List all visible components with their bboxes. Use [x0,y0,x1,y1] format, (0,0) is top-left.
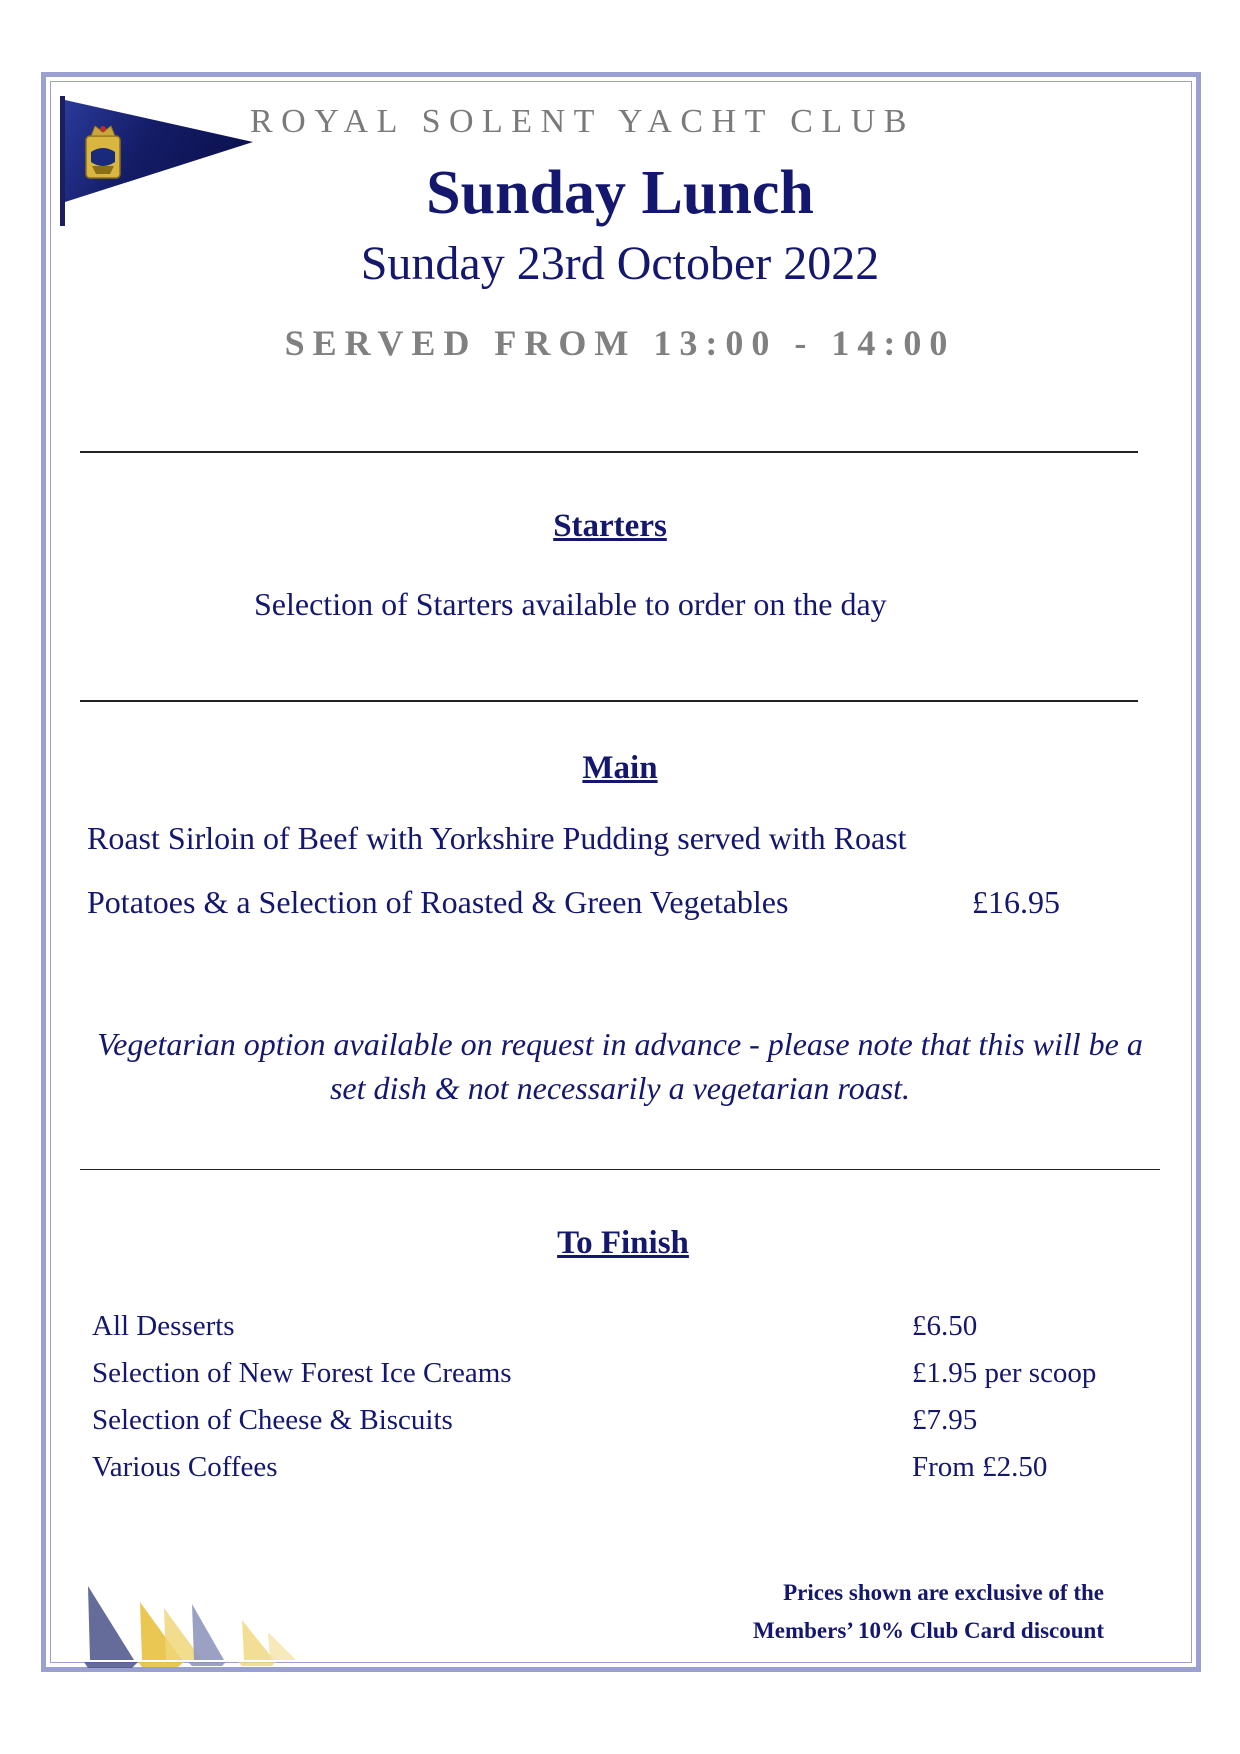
club-name: ROYAL SOLENT YACHT CLUB [250,103,915,140]
finish-item: Various Coffees [92,1451,278,1483]
price-footnote-line-1: Prices shown are exclusive of the [783,1580,1104,1605]
main-heading: Main [582,750,658,786]
vegetarian-note: Vegetarian option available on request in advance - please note that this will be a set dish & not necessarily a vegetarian roast. [97,1026,1143,1106]
starters-text: Selection of Starters available to order on the day [254,586,887,622]
main-dish-line-1: Roast Sirloin of Beef with Yorkshire Pudding served with Roast [87,820,907,856]
finish-price: £1.95 per scoop [912,1357,1097,1389]
event-date: Sunday 23rd October 2022 [360,237,880,290]
divider [80,451,1138,453]
serving-times: SERVED FROM 13:00 - 14:00 [284,323,956,363]
main-dish-line-2: Potatoes & a Selection of Roasted & Green Vegetables [87,884,789,920]
main-dish-price: £16.95 [972,884,1060,920]
finish-price: £6.50 [912,1310,978,1342]
finish-item: All Desserts [92,1310,235,1342]
price-footnote-line-2: Members’ 10% Club Card discount [753,1618,1104,1643]
divider [80,1169,1160,1170]
sailing-boats-icon [82,1582,302,1672]
finish-item: Selection of Cheese & Biscuits [92,1404,453,1436]
divider [80,700,1138,702]
finish-price: From £2.50 [912,1451,1048,1483]
page-title: Sunday Lunch [426,159,814,227]
finish-item: Selection of New Forest Ice Creams [92,1357,512,1389]
finish-price: £7.95 [912,1404,978,1436]
finish-heading: To Finish [557,1225,689,1261]
starters-heading: Starters [553,508,667,544]
